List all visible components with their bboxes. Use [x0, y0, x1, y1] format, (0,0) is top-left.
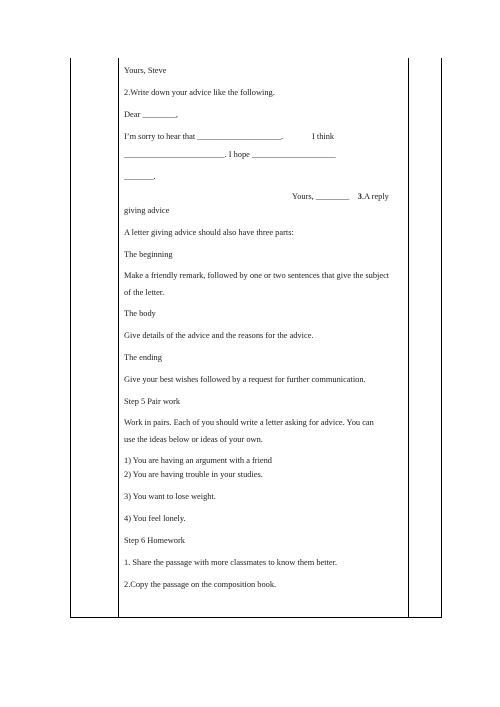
table-bottom-border [70, 617, 442, 618]
letter-greeting: Dear ________, [124, 110, 178, 119]
heading-beginning: The beginning [124, 250, 173, 259]
section-title-end: giving advice [124, 206, 170, 215]
homework-1: 1. Share the passage with more classmates to know them better. [124, 558, 338, 567]
letter-blank-line: _______. [124, 172, 156, 181]
body-text: Give details of the advice and the reasons for the advice. [124, 331, 314, 340]
idea-1: 1) You are having an argument with a friend [124, 456, 272, 465]
instruction-write-advice: 2.Write down your advice like the following. [124, 88, 275, 97]
table-left-border [70, 58, 71, 618]
pair-work-text-1: Work in pairs. Each of you should write a letter asking for advice. You can [124, 418, 374, 427]
letter-i-think: I think [312, 132, 335, 141]
letter-closing [292, 191, 389, 202]
section-title-start: .A reply [361, 192, 389, 201]
table-right-border [441, 58, 442, 618]
heading-body: The body [124, 309, 156, 318]
letter-sorry-line: I’m sorry to hear that ____________________. [124, 132, 284, 141]
step5-heading: Step 5 Pair work [124, 397, 181, 406]
step6-heading: Step 6 Homework [124, 536, 185, 545]
letter-hope-line: ________________________. I hope ____________________ [124, 150, 336, 159]
closing-yours: Yours, ________ [292, 192, 350, 201]
ending-text: Give your best wishes followed by a request for further communication. [124, 375, 366, 384]
beginning-text-2: of the letter. [124, 288, 165, 297]
idea-3: 3) You want to lose weight. [124, 492, 216, 501]
three-parts-intro: A letter giving advice should also have three parts: [124, 228, 294, 237]
homework-2: 2.Copy the passage on the composition book. [124, 580, 277, 589]
beginning-text-1: Make a friendly remark, followed by one or two sentences that give the subject [124, 271, 390, 280]
section-number: 3 [357, 192, 362, 201]
heading-ending: The ending [124, 353, 162, 362]
pair-work-text-2: use the ideas below or ideas of your own. [124, 435, 263, 444]
idea-2: 2) You are having trouble in your studies. [124, 470, 263, 479]
column-divider-left [118, 58, 119, 618]
column-divider-right [408, 58, 409, 618]
signature-line: Yours, Steve [124, 66, 167, 75]
idea-4: 4) You feel lonely. [124, 514, 186, 523]
